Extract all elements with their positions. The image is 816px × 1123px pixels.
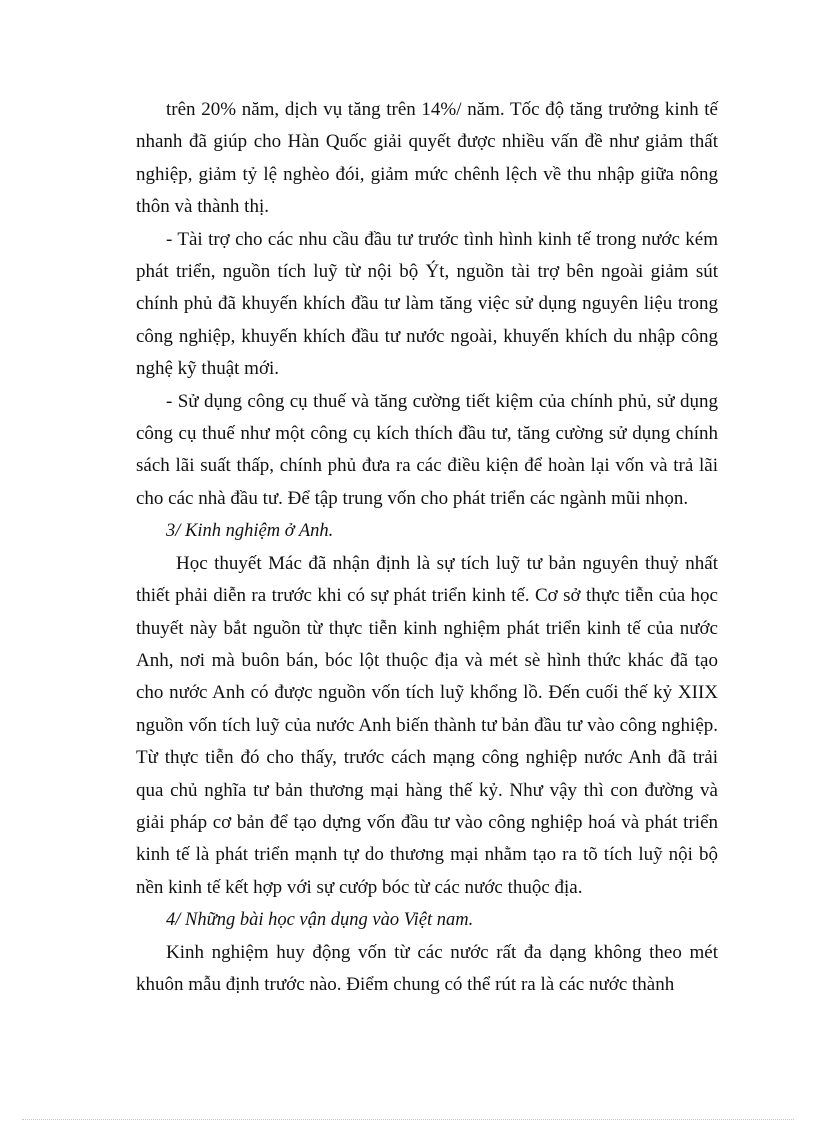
section-heading-vietnam-lessons: 4/ Những bài học vận dụng vào Việt nam. [166,910,474,931]
paragraph-investment-financing: - Tài trợ cho các nhu cầu đầu tư trước tình hình kinh tế trong nước kém phát triển, nguồn tích luỹ từ nội bộ Ýt, nguồn tài trợ bên ngoài giảm sút chính phủ đã khuyến khích đầu tư làm tăng việc sử dụng nguyên liệu trong công nghiệp, khuyến khích đầu tư nước ngoài, khuyến khích du nhập công nghệ kỹ thuật mới. [136,228,718,380]
paragraph-hanquoc-growth: trên 20% năm, dịch vụ tăng trên 14%/ năm. Tốc độ tăng trưởng kinh tế nhanh đã giúp cho Hàn Quốc giải quyết được nhiều vấn đề như giảm thất nghiệp, giảm tỷ lệ nghèo đói, giảm mức chênh lệch về thu nhập giữa nông thôn và thành thị. [136,99,718,218]
section-heading-england: 3/ Kinh nghiệm ở Anh. [166,521,334,542]
paragraph-capital-mobilization: Kinh nghiệm huy động vốn từ các nước rất đa dạng không theo mét khuôn mẫu định trước nào. Điểm chung có thể rút ra là các nước thành [136,941,718,995]
paragraph-tax-savings: - Sử dụng công cụ thuế và tăng cường tiết kiệm của chính phủ, sử dụng công cụ thuế như một công cụ kích thích đầu tư, tăng cường sử dụng chính sách lãi suất thấp, chính phủ đưa ra các điều kiện để hoàn lại vốn và trả lãi cho các nhà đầu tư. Để tập trung vốn cho phát triển các ngành mũi nhọn. [136,390,718,509]
paragraph-marx-accumulation: Học thuyết Mác đã nhận định là sự tích luỹ tư bản nguyên thuỷ nhất thiết phải diễn ra trước khi có sự phát triển kinh tế. Cơ sở thực tiễn của học thuyết này bắt nguồn từ thực tiễn kinh nghiệm phát triển kinh tế của nước Anh, nơi mà buôn bán, bóc lột thuộc địa và mét sè hình thức khác đã tạo cho nước Anh có được nguồn vốn tích luỹ khổng lồ. Đến cuối thế kỷ XIIX nguồn vốn tích luỹ của nước Anh biến thành tư bản đầu tư vào công nghiệp. Từ thực tiễn đó cho thấy, trước cách mạng công nghiệp nước Anh đã trải qua chủ nghĩa tư bản thương mại hàng thế kỷ. Như vậy thì con đường và giải pháp cơ bản để tạo dựng vốn đầu tư vào công nghiệp hoá và phát triển kinh tế là phát triển mạnh tự do thương mại nhằm tạo ra tõ tích luỹ nội bộ nền kinh tế kết hợp với sự cướp bóc từ các nước thuộc địa. [136,552,718,898]
document-page [136,94,718,1001]
page-bottom-divider [22,1119,794,1120]
